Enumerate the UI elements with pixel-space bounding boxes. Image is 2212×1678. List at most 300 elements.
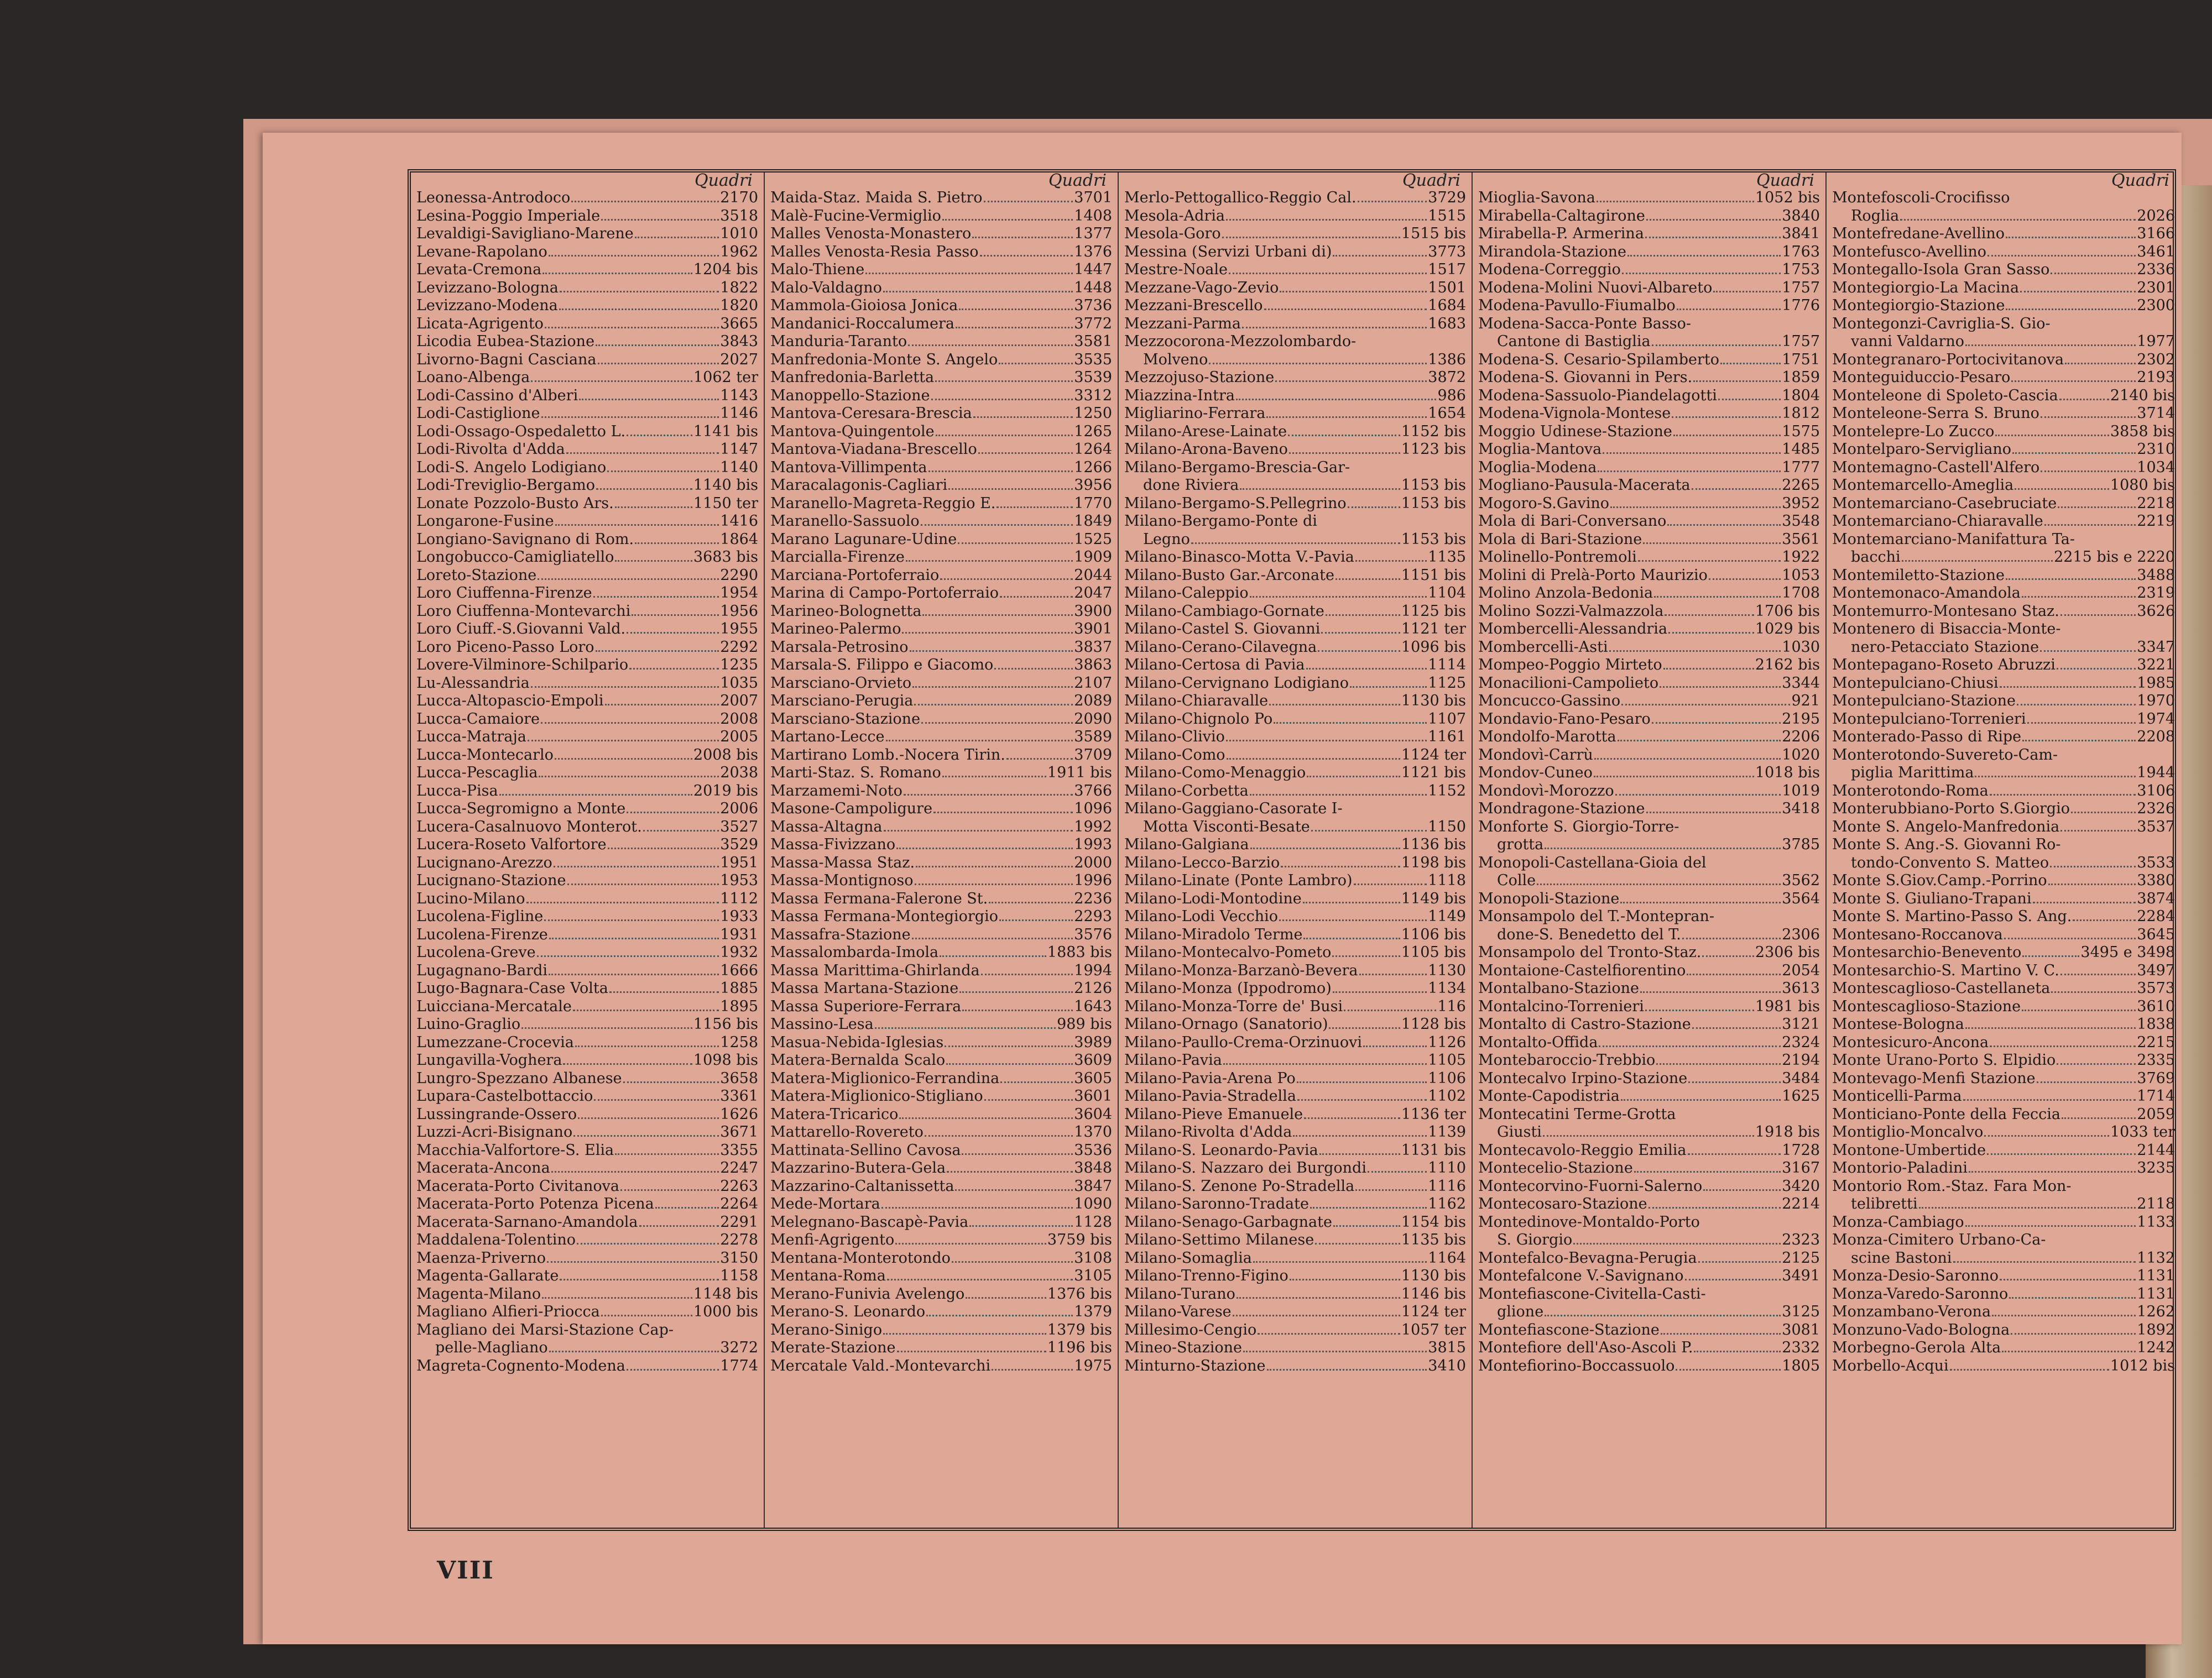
leader-dots bbox=[916, 855, 1073, 867]
entry-table-number: 2206 bbox=[1782, 728, 1820, 745]
index-entry bbox=[1478, 998, 1820, 1016]
entry-table-number: 3106 bbox=[2137, 782, 2175, 799]
column-header-quadri: Quadri bbox=[1402, 172, 1460, 190]
entry-table-number: 3701 bbox=[1074, 189, 1112, 206]
entry-name: Montegonzi-Cavriglia-S. Gio- bbox=[1832, 315, 2051, 332]
entry-name: Molveno bbox=[1143, 351, 1208, 368]
entry-name: Lungavilla-Voghera bbox=[416, 1052, 562, 1069]
index-entry bbox=[1124, 495, 1466, 513]
leader-dots bbox=[541, 405, 719, 418]
index-column-1 bbox=[411, 172, 765, 1528]
leader-dots bbox=[1984, 1124, 2109, 1137]
leader-dots bbox=[994, 657, 1073, 670]
entry-name: Molino Anzola-Bedonia bbox=[1478, 584, 1653, 602]
entry-table-number: 1057 ter bbox=[1401, 1321, 1466, 1339]
index-entry bbox=[1832, 926, 2175, 944]
index-entry bbox=[416, 495, 758, 513]
entry-table-number: 3671 bbox=[720, 1123, 758, 1141]
entry-name: Merate-Stazione bbox=[770, 1339, 896, 1356]
entry-name: Milano-S. Zenone Po-Stradella bbox=[1124, 1177, 1355, 1195]
entry-name: Martano-Lecce bbox=[770, 728, 885, 745]
entry-table-number: 1161 bbox=[1428, 728, 1466, 745]
index-entry bbox=[1832, 998, 2175, 1016]
index-entry bbox=[1124, 1034, 1466, 1052]
index-entry bbox=[770, 548, 1112, 567]
entry-name: Montefiorino-Boccassuolo bbox=[1478, 1357, 1675, 1374]
entry-name: Monterotondo-Suvereto-Cam- bbox=[1832, 746, 2058, 764]
leader-dots bbox=[936, 424, 1073, 436]
leader-dots bbox=[1990, 783, 2136, 796]
entry-name: Monacilioni-Campolieto bbox=[1478, 674, 1659, 692]
entry-name: Manoppello-Stazione bbox=[770, 386, 930, 404]
index-entry bbox=[770, 1142, 1112, 1160]
entry-table-number: 1196 bis bbox=[1047, 1339, 1112, 1356]
entry-table-number: 1376 bbox=[1074, 243, 1112, 260]
index-entry bbox=[416, 351, 758, 369]
index-entry bbox=[416, 1052, 758, 1070]
entry-table-number: 1517 bbox=[1428, 261, 1466, 278]
entry-table-number: 3901 bbox=[1074, 620, 1112, 637]
entry-name: Monza-Desio-Saronno bbox=[1832, 1267, 1999, 1284]
leader-dots bbox=[499, 783, 692, 796]
entry-name: Mezzojuso-Stazione bbox=[1124, 369, 1275, 386]
leader-dots bbox=[2011, 369, 2136, 382]
entry-table-number: 3561 bbox=[1782, 530, 1820, 548]
index-entry bbox=[1124, 854, 1466, 872]
entry-name: done-S. Benedetto del T. bbox=[1497, 926, 1681, 943]
leader-dots bbox=[1250, 585, 1427, 598]
entry-table-number: 3461 bbox=[2137, 243, 2175, 260]
index-entry bbox=[416, 243, 758, 262]
entry-table-number: 1147 bbox=[720, 441, 758, 458]
leader-dots bbox=[884, 819, 1073, 832]
entry-name: Marti-Staz. S. Romano bbox=[770, 764, 941, 781]
leader-dots bbox=[577, 1232, 719, 1245]
leader-dots bbox=[1672, 405, 1781, 418]
entry-table-number: 1975 bbox=[1074, 1357, 1112, 1374]
entry-table-number: 2301 bbox=[2137, 279, 2175, 296]
leader-dots bbox=[958, 531, 1073, 544]
index-entry bbox=[1478, 387, 1820, 405]
leader-dots bbox=[984, 190, 1073, 202]
entry-name: Milano-Settimo Milanese bbox=[1124, 1231, 1314, 1248]
entry-name: Milano-Lodi-Montodine bbox=[1124, 890, 1302, 907]
index-entry bbox=[416, 782, 758, 801]
column-header-quadri: Quadri bbox=[695, 172, 753, 190]
entry-name: Lugo-Bagnara-Case Volta bbox=[416, 980, 608, 997]
leader-dots bbox=[925, 1124, 1073, 1137]
leader-dots bbox=[999, 352, 1073, 364]
entry-name: Milano-Montecalvo-Pometo bbox=[1124, 944, 1332, 961]
index-entry bbox=[416, 639, 758, 657]
entry-name: Mantova-Viadana-Brescello bbox=[770, 441, 977, 458]
entry-name: Mola di Bari-Conversano bbox=[1478, 513, 1667, 530]
index-entry bbox=[1832, 1052, 2175, 1070]
leader-dots bbox=[1329, 1016, 1400, 1029]
index-entry bbox=[770, 926, 1112, 944]
entry-name: vanni Valdarno bbox=[1851, 333, 1965, 350]
leader-dots bbox=[1975, 765, 2136, 777]
entry-table-number: 1134 bbox=[1428, 980, 1466, 997]
index-entry bbox=[1478, 441, 1820, 459]
index-entry bbox=[1478, 782, 1820, 801]
entry-name: Manfredonia-Monte S. Angelo bbox=[770, 351, 998, 368]
entry-name: Levizzano-Modena bbox=[416, 297, 558, 314]
entry-table-number: 1625 bbox=[1782, 1088, 1820, 1105]
entry-table-number: 1447 bbox=[1074, 261, 1112, 278]
entry-table-number: 1242 bbox=[2137, 1339, 2175, 1356]
index-entry bbox=[1832, 1178, 2175, 1196]
leader-dots bbox=[2017, 693, 2136, 705]
entry-table-number: 2047 bbox=[1074, 584, 1112, 602]
entry-name: Montesicuro-Ancona bbox=[1832, 1033, 1989, 1051]
entry-table-number: 2215 bbox=[2137, 1033, 2175, 1051]
index-entry bbox=[1832, 908, 2175, 926]
entry-table-number: 1643 bbox=[1074, 997, 1112, 1015]
leader-dots bbox=[1682, 927, 1781, 939]
leader-dots bbox=[959, 297, 1073, 310]
index-entry bbox=[1478, 980, 1820, 998]
index-entry bbox=[1832, 1267, 2175, 1285]
leader-dots bbox=[544, 908, 719, 921]
leader-dots bbox=[601, 1304, 692, 1316]
entry-table-number: 1985 bbox=[2137, 674, 2175, 692]
leader-dots bbox=[1987, 244, 2136, 257]
entry-name: Monza-Cambiago bbox=[1832, 1213, 1964, 1231]
leader-dots bbox=[549, 1340, 719, 1352]
leader-dots bbox=[1348, 495, 1400, 508]
entry-table-number: 3729 bbox=[1428, 189, 1466, 206]
entry-table-number: 3900 bbox=[1074, 602, 1112, 620]
leader-dots bbox=[1702, 944, 1754, 957]
leader-dots bbox=[1720, 352, 1781, 364]
leader-dots bbox=[539, 765, 719, 777]
entry-table-number: 1770 bbox=[1074, 494, 1112, 512]
index-entry bbox=[416, 746, 758, 765]
entry-table-number: 2054 bbox=[1782, 961, 1820, 979]
leader-dots bbox=[1237, 1286, 1400, 1299]
entry-table-number: 2290 bbox=[720, 566, 758, 584]
leader-dots bbox=[1233, 1304, 1400, 1316]
leader-dots bbox=[675, 1324, 757, 1335]
entry-table-number: 3658 bbox=[720, 1069, 758, 1087]
entry-name: Matera-Bernalda Scalo bbox=[770, 1052, 946, 1069]
entry-table-number: 3815 bbox=[1428, 1339, 1466, 1356]
index-entry bbox=[770, 710, 1112, 729]
leader-dots bbox=[1688, 1142, 1781, 1155]
page-number: VIII bbox=[437, 1556, 494, 1585]
entry-table-number: 2170 bbox=[720, 189, 758, 206]
leader-dots bbox=[1645, 226, 1781, 238]
index-entry bbox=[1478, 243, 1820, 262]
index-entry bbox=[1478, 728, 1820, 746]
leader-dots bbox=[1326, 603, 1400, 616]
entry-table-number: 1822 bbox=[720, 279, 758, 296]
index-entry bbox=[1832, 620, 2175, 639]
leader-dots bbox=[545, 316, 719, 328]
index-entry bbox=[770, 1034, 1112, 1052]
index-entry bbox=[1832, 800, 2175, 818]
index-entry bbox=[1124, 926, 1466, 944]
leader-dots bbox=[946, 1052, 1073, 1065]
leader-dots bbox=[2060, 819, 2136, 832]
leader-dots bbox=[2059, 388, 2109, 400]
leader-dots bbox=[1594, 747, 1781, 760]
leader-dots bbox=[1640, 980, 1781, 993]
entry-table-number: 1105 bbox=[1428, 1052, 1466, 1069]
index-entry bbox=[1478, 261, 1820, 279]
entry-name: Macchia-Valfortore-S. Elia bbox=[416, 1141, 614, 1159]
leader-dots bbox=[956, 316, 1073, 328]
index-entry bbox=[1124, 315, 1466, 333]
entry-table-number: 1125 bis bbox=[1401, 602, 1466, 620]
index-entry bbox=[770, 746, 1112, 765]
entry-table-number: 1149 bbox=[1428, 908, 1466, 925]
index-entry bbox=[1832, 872, 2175, 890]
entry-name: Milano-Linate (Ponte Lambro) bbox=[1124, 872, 1353, 889]
entry-name: Milano-Turano bbox=[1124, 1285, 1235, 1303]
entry-name: Mondovì-Morozzo bbox=[1478, 782, 1614, 799]
index-entry bbox=[1124, 728, 1466, 746]
entry-name: Lucca-Camaiore bbox=[416, 710, 540, 728]
entry-name: Milano-Clivio bbox=[1124, 728, 1225, 745]
entry-name: telibretti bbox=[1851, 1195, 1918, 1212]
entry-name: Massalombarda-Imola bbox=[770, 944, 939, 961]
index-entry bbox=[1478, 872, 1820, 890]
leader-dots bbox=[1350, 675, 1427, 688]
entry-name: Mombercelli-Alessandria bbox=[1478, 620, 1668, 637]
entry-name: Montalto di Castro-Stazione bbox=[1478, 1016, 1691, 1033]
entry-name: Milano-Varese bbox=[1124, 1303, 1232, 1320]
entry-table-number: 1107 bbox=[1428, 710, 1466, 728]
entry-table-number: 2019 bis bbox=[693, 782, 758, 799]
entry-name: Milano-Bergamo-Ponte di bbox=[1124, 513, 1317, 530]
entry-name: glione bbox=[1497, 1303, 1544, 1320]
index-entry bbox=[1478, 584, 1820, 603]
index-entry bbox=[1478, 1250, 1820, 1268]
index-entry bbox=[1124, 225, 1466, 243]
leader-dots bbox=[1333, 244, 1427, 257]
entry-table-number: 2008 bis bbox=[693, 746, 758, 764]
leader-dots bbox=[1634, 1160, 1781, 1173]
entry-name: Lovere-Vilminore-Schilpario bbox=[416, 656, 629, 673]
entry-table-number: 1416 bbox=[720, 513, 758, 530]
entry-table-number: 1714 bbox=[2137, 1088, 2175, 1105]
leader-dots bbox=[598, 352, 719, 364]
leader-dots bbox=[1680, 820, 1819, 832]
leader-dots bbox=[2052, 317, 2174, 328]
entry-name: Mondolfo-Marotta bbox=[1478, 728, 1616, 745]
entry-table-number: 1909 bbox=[1074, 548, 1112, 566]
entry-name: Roglia bbox=[1851, 207, 1900, 224]
index-entry bbox=[1478, 477, 1820, 495]
index-entry bbox=[1832, 836, 2175, 854]
leader-dots bbox=[538, 567, 719, 580]
entry-table-number: 1162 bbox=[1428, 1195, 1466, 1212]
leader-dots bbox=[1692, 1016, 1781, 1029]
index-entry bbox=[1832, 782, 2175, 801]
leader-dots bbox=[608, 837, 719, 849]
leader-dots bbox=[915, 872, 1073, 885]
leader-dots bbox=[2060, 603, 2136, 616]
entry-name: Mazzarino-Caltanissetta bbox=[770, 1177, 954, 1195]
leader-dots bbox=[2022, 585, 2136, 598]
entry-table-number: 2090 bbox=[1074, 710, 1112, 728]
leader-dots bbox=[1543, 1124, 1754, 1137]
leader-dots bbox=[560, 1268, 719, 1280]
entry-name: Montesarchio-S. Martino V. C. bbox=[1832, 961, 2059, 979]
entry-table-number: 3848 bbox=[1074, 1159, 1112, 1177]
entry-name: Montecelio-Stazione bbox=[1478, 1159, 1633, 1177]
index-entry bbox=[1124, 908, 1466, 926]
index-entry bbox=[1832, 692, 2175, 710]
entry-table-number: 3562 bbox=[1782, 872, 1820, 889]
leader-dots bbox=[922, 603, 1073, 616]
entry-name: Modena-Sacca-Ponte Basso- bbox=[1478, 315, 1691, 332]
entry-name: Lonate Pozzolo-Busto Ars. bbox=[416, 494, 614, 512]
entry-name: Magenta-Gallarate bbox=[416, 1267, 559, 1284]
index-entry bbox=[1478, 639, 1820, 657]
entry-name: Loro Ciuffenna-Firenze bbox=[416, 584, 592, 602]
leader-dots bbox=[627, 1358, 719, 1371]
leader-dots bbox=[928, 459, 1073, 472]
index-entry bbox=[1124, 980, 1466, 998]
entry-name: Lucolena-Firenze bbox=[416, 926, 548, 943]
leader-dots bbox=[2002, 1340, 2136, 1352]
entry-table-number: 1654 bbox=[1428, 405, 1466, 422]
index-entry bbox=[416, 333, 758, 351]
leader-dots bbox=[537, 944, 719, 957]
entry-table-number: 2302 bbox=[2137, 351, 2175, 368]
entry-table-number: 2026 bbox=[2137, 207, 2175, 224]
entry-table-number: 1805 bbox=[1782, 1357, 1820, 1374]
leader-dots bbox=[2073, 1180, 2174, 1191]
entry-name: Lucca-Montecarlo bbox=[416, 746, 554, 764]
entry-table-number: 3344 bbox=[1782, 674, 1820, 692]
entry-name: Matera-Miglionico-Ferrandina bbox=[770, 1069, 1000, 1087]
entry-table-number: 1265 bbox=[1074, 422, 1112, 440]
index-entry bbox=[1478, 818, 1820, 837]
leader-dots bbox=[655, 1196, 719, 1209]
leader-dots bbox=[2041, 405, 2136, 418]
entry-name: Levaldigi-Savigliano-Marene bbox=[416, 225, 634, 242]
index-entry bbox=[770, 1159, 1112, 1178]
entry-name: Milano-Busto Gar.-Arconate bbox=[1124, 566, 1334, 584]
leader-dots bbox=[947, 1160, 1073, 1173]
index-column-5 bbox=[1827, 172, 2180, 1528]
entry-name: Macerata-Porto Potenza Picena bbox=[416, 1195, 654, 1212]
entry-name: Montone-Umbertide bbox=[1832, 1141, 1986, 1159]
entry-table-number: 1994 bbox=[1074, 961, 1112, 979]
entry-table-number: 2006 bbox=[720, 800, 758, 817]
index-entry bbox=[1124, 836, 1466, 854]
leader-dots bbox=[1703, 1178, 1781, 1191]
entry-table-number: 1106 bbox=[1428, 1069, 1466, 1087]
entry-table-number: 1708 bbox=[1782, 584, 1820, 602]
entry-table-number: 3773 bbox=[1428, 243, 1466, 260]
index-entry bbox=[1124, 998, 1466, 1016]
index-entry bbox=[770, 872, 1112, 890]
index-entry bbox=[770, 1016, 1112, 1034]
index-entry bbox=[1832, 1070, 2175, 1088]
leader-dots bbox=[573, 1124, 719, 1137]
leader-dots bbox=[952, 1250, 1073, 1263]
entry-name: Mezzani-Brescello bbox=[1124, 297, 1263, 314]
entry-table-number: 3581 bbox=[1074, 333, 1112, 350]
entry-name: Marzamemi-Noto bbox=[770, 782, 902, 799]
index-entry bbox=[1124, 333, 1466, 351]
leader-dots bbox=[2000, 1268, 2136, 1280]
leader-dots bbox=[615, 495, 692, 508]
index-entry bbox=[1478, 423, 1820, 441]
index-entry bbox=[1832, 315, 2175, 333]
index-entry bbox=[770, 477, 1112, 495]
entry-table-number: 3410 bbox=[1428, 1357, 1466, 1374]
leader-dots bbox=[1304, 1106, 1400, 1119]
index-entry bbox=[1124, 423, 1466, 441]
entry-table-number: 1198 bis bbox=[1401, 854, 1466, 871]
entry-name: Montefusco-Avellino bbox=[1832, 243, 1987, 260]
entry-name: Lesina-Poggio Imperiale bbox=[416, 207, 601, 224]
entry-name: Levata-Cremona bbox=[416, 261, 542, 278]
entry-name: Massa-Montignoso bbox=[770, 872, 914, 889]
entry-name: Maida-Staz. Maida S. Pietro bbox=[770, 189, 983, 206]
index-entry bbox=[770, 225, 1112, 243]
leader-dots bbox=[2062, 838, 2174, 849]
leader-dots bbox=[1900, 208, 2136, 221]
leader-dots bbox=[579, 388, 719, 400]
leader-dots bbox=[2047, 1233, 2174, 1245]
entry-name: Magenta-Milano bbox=[416, 1285, 541, 1303]
index-entry bbox=[1478, 890, 1820, 908]
leader-dots bbox=[2006, 567, 2136, 580]
entry-name: Lodi-Treviglio-Bergamo bbox=[416, 477, 595, 494]
entry-name: Livorno-Bagni Casciana bbox=[416, 351, 597, 368]
entry-table-number: 1235 bbox=[720, 656, 758, 673]
leader-dots bbox=[973, 405, 1073, 418]
entry-table-number: 1859 bbox=[1782, 369, 1820, 386]
entry-table-number: 1123 bis bbox=[1401, 441, 1466, 458]
index-entry bbox=[1124, 1214, 1466, 1232]
entry-name: Miazzina-Intra bbox=[1124, 386, 1235, 404]
entry-name: Loro Ciuff.-S.Giovanni Vald. bbox=[416, 620, 626, 637]
index-entry bbox=[770, 800, 1112, 818]
entry-name: Mezzocorona-Mezzolombardo- bbox=[1124, 333, 1357, 350]
leader-dots bbox=[526, 891, 719, 903]
index-entry bbox=[416, 1339, 758, 1357]
leader-dots bbox=[1599, 1034, 1781, 1047]
leader-dots bbox=[1229, 262, 1427, 274]
entry-name: Massa Superiore-Ferrara bbox=[770, 997, 962, 1015]
leader-dots bbox=[1621, 693, 1790, 705]
entry-name: Montefalco-Bevagna-Perugia bbox=[1478, 1249, 1697, 1267]
entry-table-number: 1379 bbox=[1074, 1303, 1112, 1320]
entry-name: Monteleone di Spoleto-Cascia bbox=[1832, 386, 2058, 404]
index-entry bbox=[770, 603, 1112, 621]
index-entry bbox=[770, 656, 1112, 675]
entry-name: Malo-Thiene bbox=[770, 261, 865, 278]
entry-name: Cantone di Bastiglia bbox=[1497, 333, 1651, 350]
entry-name: Merano-Sinigo bbox=[770, 1321, 883, 1339]
entry-table-number: 1104 bbox=[1428, 584, 1466, 602]
index-entry bbox=[770, 818, 1112, 837]
index-entry bbox=[416, 297, 758, 315]
leader-dots bbox=[902, 621, 1073, 634]
leader-dots bbox=[1333, 980, 1427, 993]
entry-name: Montepulciano-Torrenieri bbox=[1832, 710, 2026, 728]
entry-table-number: 3355 bbox=[720, 1141, 758, 1159]
entry-table-number: 3491 bbox=[1782, 1267, 1820, 1284]
